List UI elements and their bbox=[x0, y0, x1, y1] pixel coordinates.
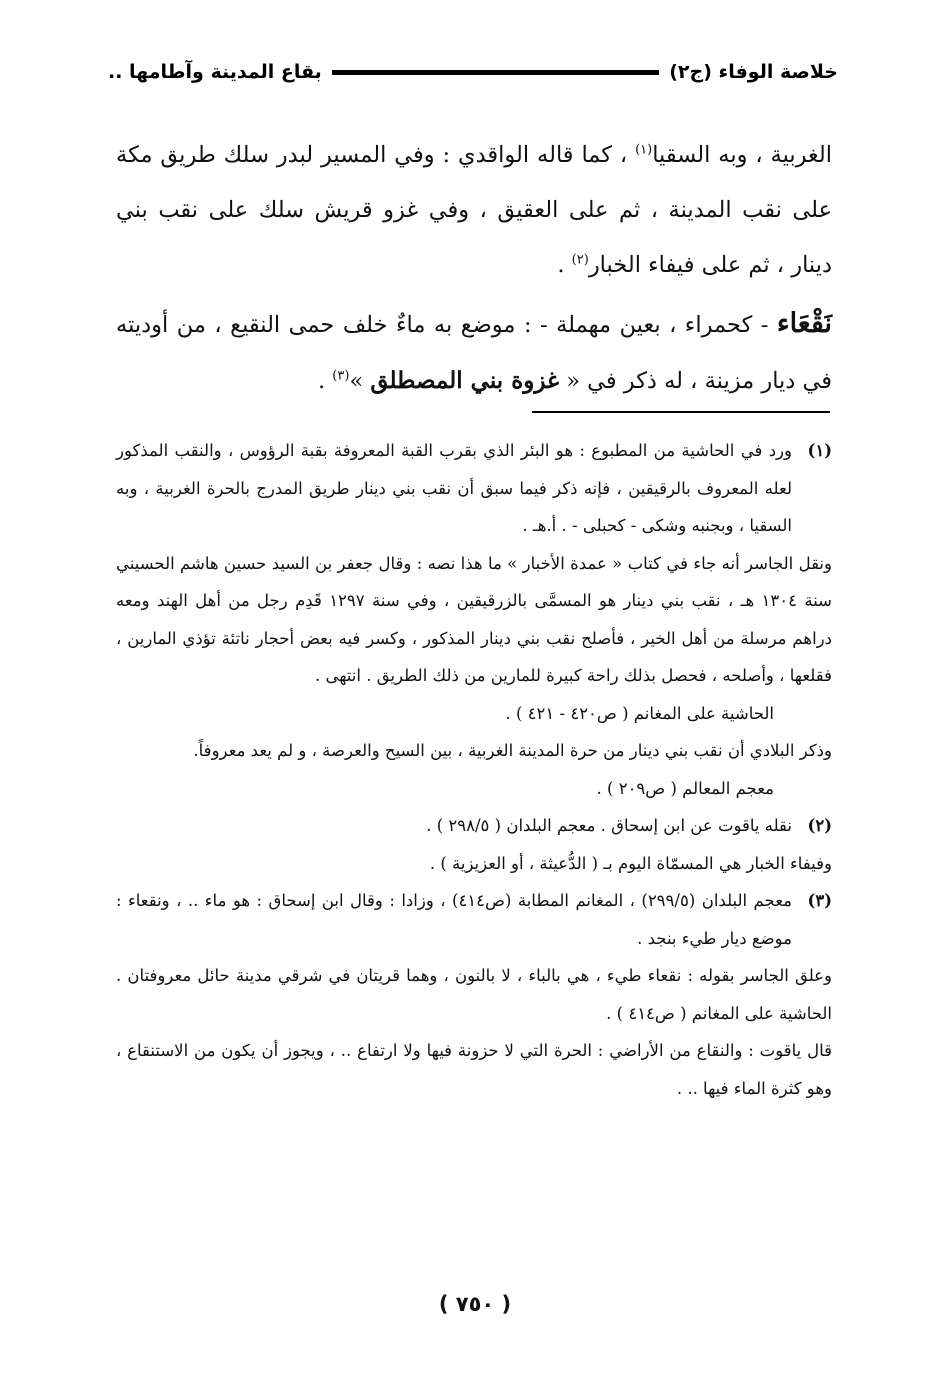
running-header bbox=[108, 52, 838, 92]
p1-text-a: الغربية ، وبه السقيا bbox=[652, 142, 832, 168]
p1-text-b: ، كما قاله الواقدي : وفي المسير لبدر سلك طريق مكة على نقب المدينة ، ثم على العقيق ، وفي غزو قريش سلك على نقب بني دينار ، ثم على فيفاء الخبار bbox=[116, 142, 832, 278]
main-text bbox=[116, 128, 832, 409]
p2-end: . bbox=[317, 368, 333, 394]
header-section-title: بقاع المدينة وآطامها .. bbox=[108, 61, 322, 83]
footnote-ref-2: (٢) bbox=[571, 252, 589, 268]
header-rule bbox=[332, 70, 659, 75]
footnote-text: وعلق الجاسر بقوله : نقعاء طيء ، هي بالباء ، لا بالنون ، وهما قريتان في شرقي مدينة حائل معروفتان . الحاشية على المغانم ( ص٤١٤ ) . bbox=[116, 966, 832, 1023]
footnote-1 bbox=[116, 432, 832, 545]
footnote-text: الحاشية على المغانم ( ص٤٢٠ - ٤٢١ ) . bbox=[505, 703, 774, 723]
bold-phrase: غزوة بني المصطلق bbox=[370, 367, 560, 394]
footnote-3 bbox=[116, 882, 832, 957]
footnote-number: (١) bbox=[807, 441, 832, 460]
paragraph-2 bbox=[116, 296, 832, 409]
footnote-text: ونقل الجاسر أنه جاء في كتاب « عمدة الأخبار » ما هذا نصه : وقال جعفر بن السيد حسين هاشم الحسيني سنة ١٣٠٤ هـ ، نقب بني دينار هو المسمَّى بالزرقيقين ، وفي سنة ١٢٩٧ قَدِم رجل من أهل الهند ومعه دراهم مرسلة من أهل الخير ، فأصلح نقب بني دينار المذكور ، وكسر فيه بعض أحجار ناتئة تؤذي المارين ، فقلعها ، وأصلحه ، فحصل بذلك راحة كبيرة للمارين من ذلك الطريق . انتهى . bbox=[116, 553, 833, 685]
header-book-title: خلاصة الوفاء (ج٢) bbox=[669, 61, 838, 83]
entry-headword: نَقْعَاء bbox=[776, 308, 832, 339]
p2-text-b: » bbox=[349, 368, 371, 394]
paragraph-1 bbox=[116, 128, 832, 293]
footnote-ref-3: (٣) bbox=[332, 368, 350, 384]
footnote-text: معجم المعالم ( ص٢٠٩ ) . bbox=[596, 778, 774, 798]
footnote-text: وفيفاء الخبار هي المسمّاة اليوم بـ ( الدُّعيثة ، أو العزيزية ) . bbox=[429, 853, 832, 873]
footnote-number: (٢) bbox=[807, 816, 832, 835]
footnote-ref-1: (١) bbox=[635, 142, 653, 158]
footnote-text: نقله ياقوت عن ابن إسحاق . معجم البلدان ( ٢٩٨/٥ ) . bbox=[426, 816, 792, 835]
footnote-number: (٣) bbox=[807, 891, 832, 910]
footnote-text: وذكر البلادي أن نقب بني دينار من حرة المدينة الغربية ، بين السيح والعرصة ، و لم يعد معروفاً. bbox=[193, 741, 832, 760]
p2-text-a: - كحمراء ، بعين مهملة - : موضع به ماءٌ خلف حمى النقيع ، من أوديته في ديار مزينة ، له ذكر في « bbox=[116, 312, 832, 394]
p1-end: . bbox=[557, 252, 572, 278]
footnote-text: معجم البلدان (٢٩٩/٥) ، المغانم المطابة (ص٤١٤) ، وزادا : وقال ابن إسحاق : هو ماء .. ، ونقعاء : موضع ديار طيء بنجد . bbox=[116, 891, 792, 948]
footnote-separator bbox=[532, 411, 830, 413]
footnote-text: قال ياقوت : والنقاع من الأراضي : الحرة التي لا حزونة فيها ولا ارتفاع .. ، ويجوز أن يكون من الاستنقاع ، وهو كثرة الماء فيها .. . bbox=[116, 1041, 832, 1098]
footnote-2 bbox=[116, 807, 832, 845]
footnote-text: ورد في الحاشية من المطبوع : هو البئر الذي بقرب القبة المعروفة بقبة الرؤوس ، والنقب المذكور لعله المعروف بالرقيقين ، فإنه ذكر فيما سبق أن نقب بني دينار طريق المدرج بالحرة الغربية ، وبه السقيا ، وبجنبه وشكى - كحبلى - . أ.هـ . bbox=[116, 441, 792, 535]
footnotes bbox=[116, 432, 832, 1107]
page-number: ( ٧٥٠ ) bbox=[438, 1292, 512, 1316]
